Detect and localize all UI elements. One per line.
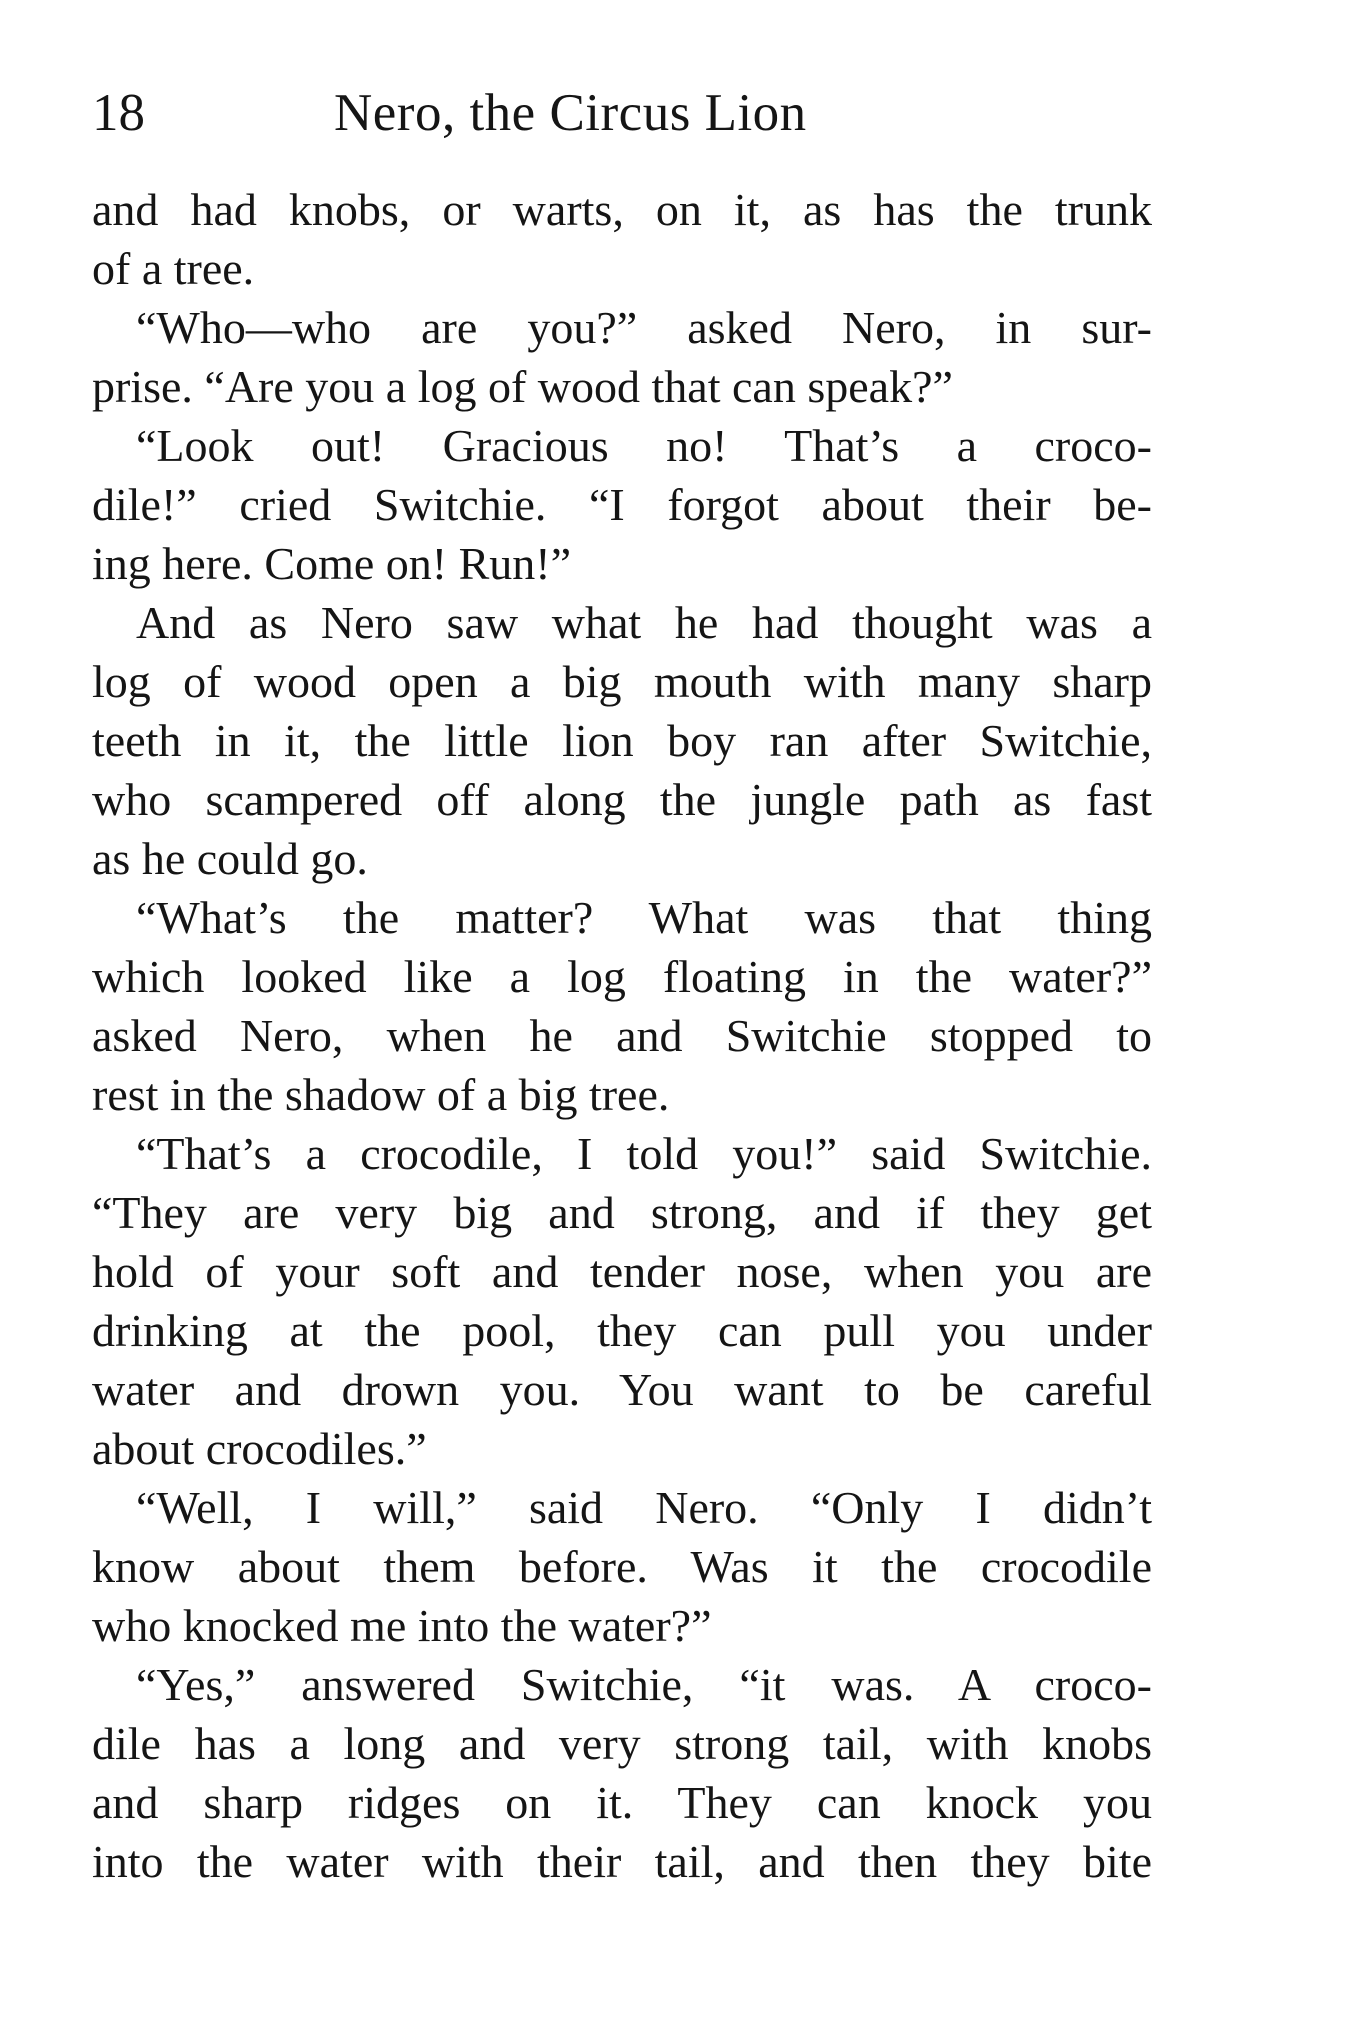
body-text	[92, 180, 1152, 1891]
text-line: ing here. Come on! Run!”	[92, 538, 572, 589]
text-line: know about them before. Was it the crocodile	[92, 1541, 1152, 1592]
text-line: And as Nero saw what he had thought was a	[136, 597, 1152, 648]
text-line: “Who—who are you?” asked Nero, in sur-	[136, 302, 1152, 353]
text-line: “They are very big and strong, and if they get	[92, 1187, 1152, 1238]
text-line: log of wood open a big mouth with many sharp	[92, 656, 1152, 707]
text-line: prise. “Are you a log of wood that can speak?”	[92, 361, 953, 412]
page-number: 18	[92, 84, 145, 142]
text-line: rest in the shadow of a big tree.	[92, 1069, 670, 1120]
text-line: hold of your soft and tender nose, when you are	[92, 1246, 1152, 1297]
text-line: as he could go.	[92, 833, 368, 884]
text-line: dile has a long and very strong tail, with knobs	[92, 1718, 1152, 1769]
text-line: of a tree.	[92, 243, 255, 294]
text-line: water and drown you. You want to be careful	[92, 1364, 1152, 1415]
text-line: asked Nero, when he and Switchie stopped to	[92, 1010, 1152, 1061]
text-line: which looked like a log floating in the water?”	[92, 951, 1152, 1002]
text-line: “Look out! Gracious no! That’s a croco-	[136, 420, 1152, 471]
text-line: who knocked me into the water?”	[92, 1600, 712, 1651]
text-line: “Yes,” answered Switchie, “it was. A croco-	[136, 1659, 1152, 1710]
text-line: “That’s a crocodile, I told you!” said Switchie.	[136, 1128, 1152, 1179]
book-title: Nero, the Circus Lion	[334, 84, 807, 142]
text-line: “What’s the matter? What was that thing	[136, 892, 1152, 943]
text-line: “Well, I will,” said Nero. “Only I didn’t	[136, 1482, 1152, 1533]
text-line: drinking at the pool, they can pull you under	[92, 1305, 1152, 1356]
text-line: and had knobs, or warts, on it, as has the trunk	[92, 184, 1152, 235]
text-line: who scampered off along the jungle path as fast	[92, 774, 1152, 825]
text-line: dile!” cried Switchie. “I forgot about their be-	[92, 479, 1152, 530]
text-line: into the water with their tail, and then they bite	[92, 1836, 1152, 1887]
text-line: about crocodiles.”	[92, 1423, 427, 1474]
text-line: and sharp ridges on it. They can knock you	[92, 1777, 1152, 1828]
text-line: teeth in it, the little lion boy ran after Switchie,	[92, 715, 1152, 766]
running-head	[92, 78, 1152, 148]
